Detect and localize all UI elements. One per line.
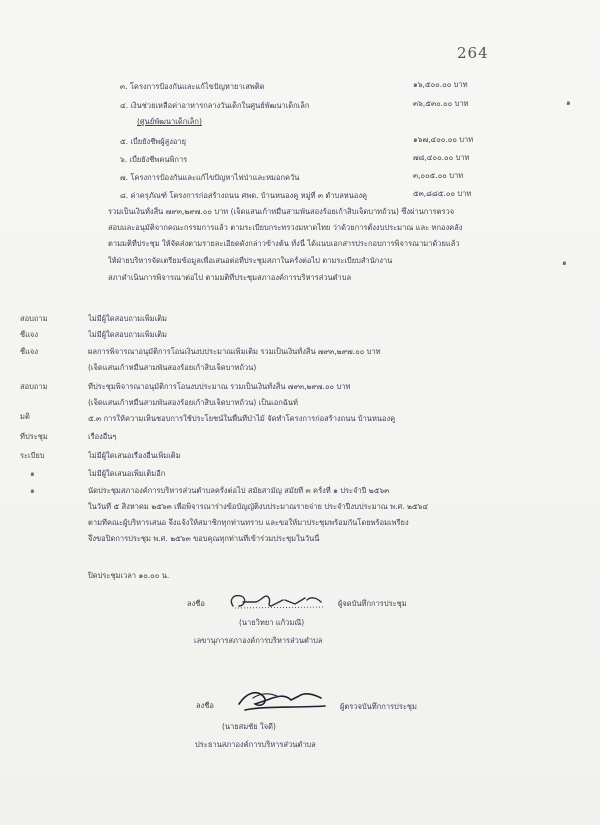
page-number: 264	[457, 44, 489, 62]
margin-note: มติ	[20, 412, 30, 421]
section-line: ๕.๓ การให้ความเห็นชอบการใช้ประโยชน์ในพื้นที่ป่าไม้ จัดทำโครงการก่อสร้างถนน บ้านหนองคู	[88, 414, 396, 423]
section-line: จึงขอปิดการประชุม พ.ศ. ๒๕๖๓ ขอบคุณทุกท่านที่เข้าร่วมประชุมในวันนี้	[88, 534, 320, 543]
budget-item: ๔. เงินช่วยเหลือค่าอาหารกลางวันเด็กในศูนย์พัฒนาเด็กเล็ก	[120, 101, 310, 110]
section-line: ที่ประชุมพิจารณาอนุมัติการโอนงบประมาณ รวมเป็นเงินทั้งสิ้น ๗๙๓,๒๙๗.๐๐ บาท	[88, 382, 351, 391]
margin-note: ๑	[30, 486, 35, 495]
budget-item: ๓. โครงการป้องกันและแก้ไขปัญหายาเสพติด	[120, 82, 265, 91]
margin-note: ที่ประชุม	[20, 432, 48, 441]
signature-prefix: ลงชื่อ	[187, 599, 205, 608]
section-line: ตามที่คณะผู้บริหารเสนอ จึงแจ้งให้สมาชิกทุกท่านทราบ และขอให้มาประชุมพร้อมกันโดยพร้อมเพรียง	[88, 518, 409, 527]
signature-2	[233, 684, 333, 716]
paragraph-line: ๘. ค่าครุภัณฑ์ โครงการก่อสร้างถนน ศพด. บ้านหนองคู หมู่ที่ ๓ ตำบลหนองคู	[120, 191, 368, 200]
paragraph-line: สภาดำเนินการพิจารณาต่อไป ตามมติที่ประชุมสภาองค์การบริหารส่วนตำบล	[108, 273, 352, 282]
paragraph-line: สอบและอนุมัติจากคณะกรรมการแล้ว ตามระเบียบกระทรวงมหาดไทย ว่าด้วยการตั้งงบประมาณ และ ทกองคลัง	[108, 223, 463, 232]
signatory-name: (นายสมชัย ใจดี)	[222, 722, 276, 731]
budget-item: ๕. เบี้ยยังชีพผู้สูงอายุ	[120, 137, 186, 146]
signatory-position: เลขานุการสภาองค์การบริหารส่วนตำบล	[194, 636, 323, 645]
margin-note: สอบถาม	[20, 314, 48, 323]
margin-mark: ๑	[562, 258, 567, 267]
signatory-position: ประธานสภาองค์การบริหารส่วนตำบล	[195, 740, 316, 749]
budget-item: ๖. เบี้ยยังชีพคนพิการ	[120, 155, 188, 164]
margin-mark: ๑	[566, 98, 571, 107]
section-line: ในวันที่ ๕ สิงหาคม ๒๕๖๓ เพื่อพิจารณาร่างข้อบัญญัติงบประมาณรายจ่าย ประจำปีงบประมาณ พ.ศ. ๒๕๖๔	[88, 502, 429, 511]
budget-amount: ๑๖๗,๔๐๐.๐๐ บาท	[413, 135, 474, 144]
section-line: ไม่มีผู้ใดสอบถามเพิ่มเติม	[88, 330, 167, 339]
section-line: ไม่มีผู้ใดเสนอเพิ่มเติมอีก	[88, 469, 166, 478]
signature-role: ผู้จดบันทึกการประชุม	[338, 599, 407, 608]
budget-amount: ๗๘,๔๐๐.๐๐ บาท	[413, 153, 470, 162]
signature-1	[225, 588, 335, 614]
section-line: เรื่องอื่นๆ	[88, 432, 117, 441]
budget-amount: ๓,๐๐๕.๐๐ บาท	[413, 171, 464, 180]
section-line: ไม่มีผู้ใดเสนอเรื่องอื่นเพิ่มเติม	[88, 451, 181, 460]
budget-amount: ๓๖,๕๓๐.๐๐ บาท	[413, 99, 469, 108]
paragraph-line: รวมเป็นเงินทั้งสิ้น ๗๙๓,๒๙๗.๐๐ บาท (เจ็ดแสนเก้าหมื่นสามพันสองร้อยเก้าสิบเจ็ดบาทถ้วน) ซึ่งผ่านการตรวจ	[108, 207, 455, 216]
section-line: ผลการพิจารณาอนุมัติการโอนเงินงบประมาณเพิ่มเติม รวมเป็นเงินทั้งสิ้น ๗๙๓,๒๙๗.๐๐ บาท	[88, 347, 381, 356]
budget-item: ๗. โครงการป้องกันและแก้ไขปัญหาไฟป่าและหมอกควัน	[120, 173, 300, 182]
section-line: (เจ็ดแสนเก้าหมื่นสามพันสองร้อยเก้าสิบเจ็ดบาทถ้วน)	[88, 363, 257, 372]
paragraph-line: ตามมติที่ประชุม ให้จัดส่งตามรายละเอียดดังกล่าวข้างต้น ทั้งนี้ ได้แนบเอกสารประกอบการพิจารณามาด้วยแล้ว	[108, 239, 460, 248]
margin-note: ชี้แจง	[20, 330, 38, 339]
margin-note: ระเบียบ	[20, 451, 45, 460]
section-line: (เจ็ดแสนเก้าหมื่นสามพันสองร้อยเก้าสิบเจ็ดบาทถ้วน) เป็นเอกฉันท์	[88, 398, 298, 407]
margin-note: สอบถาม	[20, 382, 48, 391]
closing-time: ปิดประชุมเวลา ๑๐.๐๐ น.	[88, 571, 170, 580]
signature-role: ผู้ตรวจบันทึกการประชุม	[340, 702, 417, 711]
paragraph-line: ให้ฝ่ายบริหารจัดเตรียมข้อมูลเพื่อเสนอต่อที่ประชุมสภาในครั้งต่อไป ตามระเบียบสำนักงาน	[108, 256, 393, 265]
budget-item-sub: (ศูนย์พัฒนาเด็กเล็ก)	[137, 117, 202, 126]
section-line: นัดประชุมสภาองค์การบริหารส่วนตำบลครั้งต่อไป สมัยสามัญ สมัยที่ ๓ ครั้งที่ ๑ ประจำปี ๒๕๖๓	[88, 486, 390, 495]
margin-note: ๑	[30, 469, 35, 478]
budget-amount: ๕๓,๘๘๕.๐๐ บาท	[413, 189, 472, 198]
section-line: ไม่มีผู้ใดสอบถามเพิ่มเติม	[88, 314, 167, 323]
margin-note: ชี้แจง	[20, 347, 38, 356]
signatory-name: (นายวิทยา แก้วมณี)	[239, 618, 305, 627]
signature-prefix: ลงชื่อ	[196, 701, 214, 710]
budget-amount: ๑๖,๕๐๐.๐๐ บาท	[413, 80, 468, 89]
